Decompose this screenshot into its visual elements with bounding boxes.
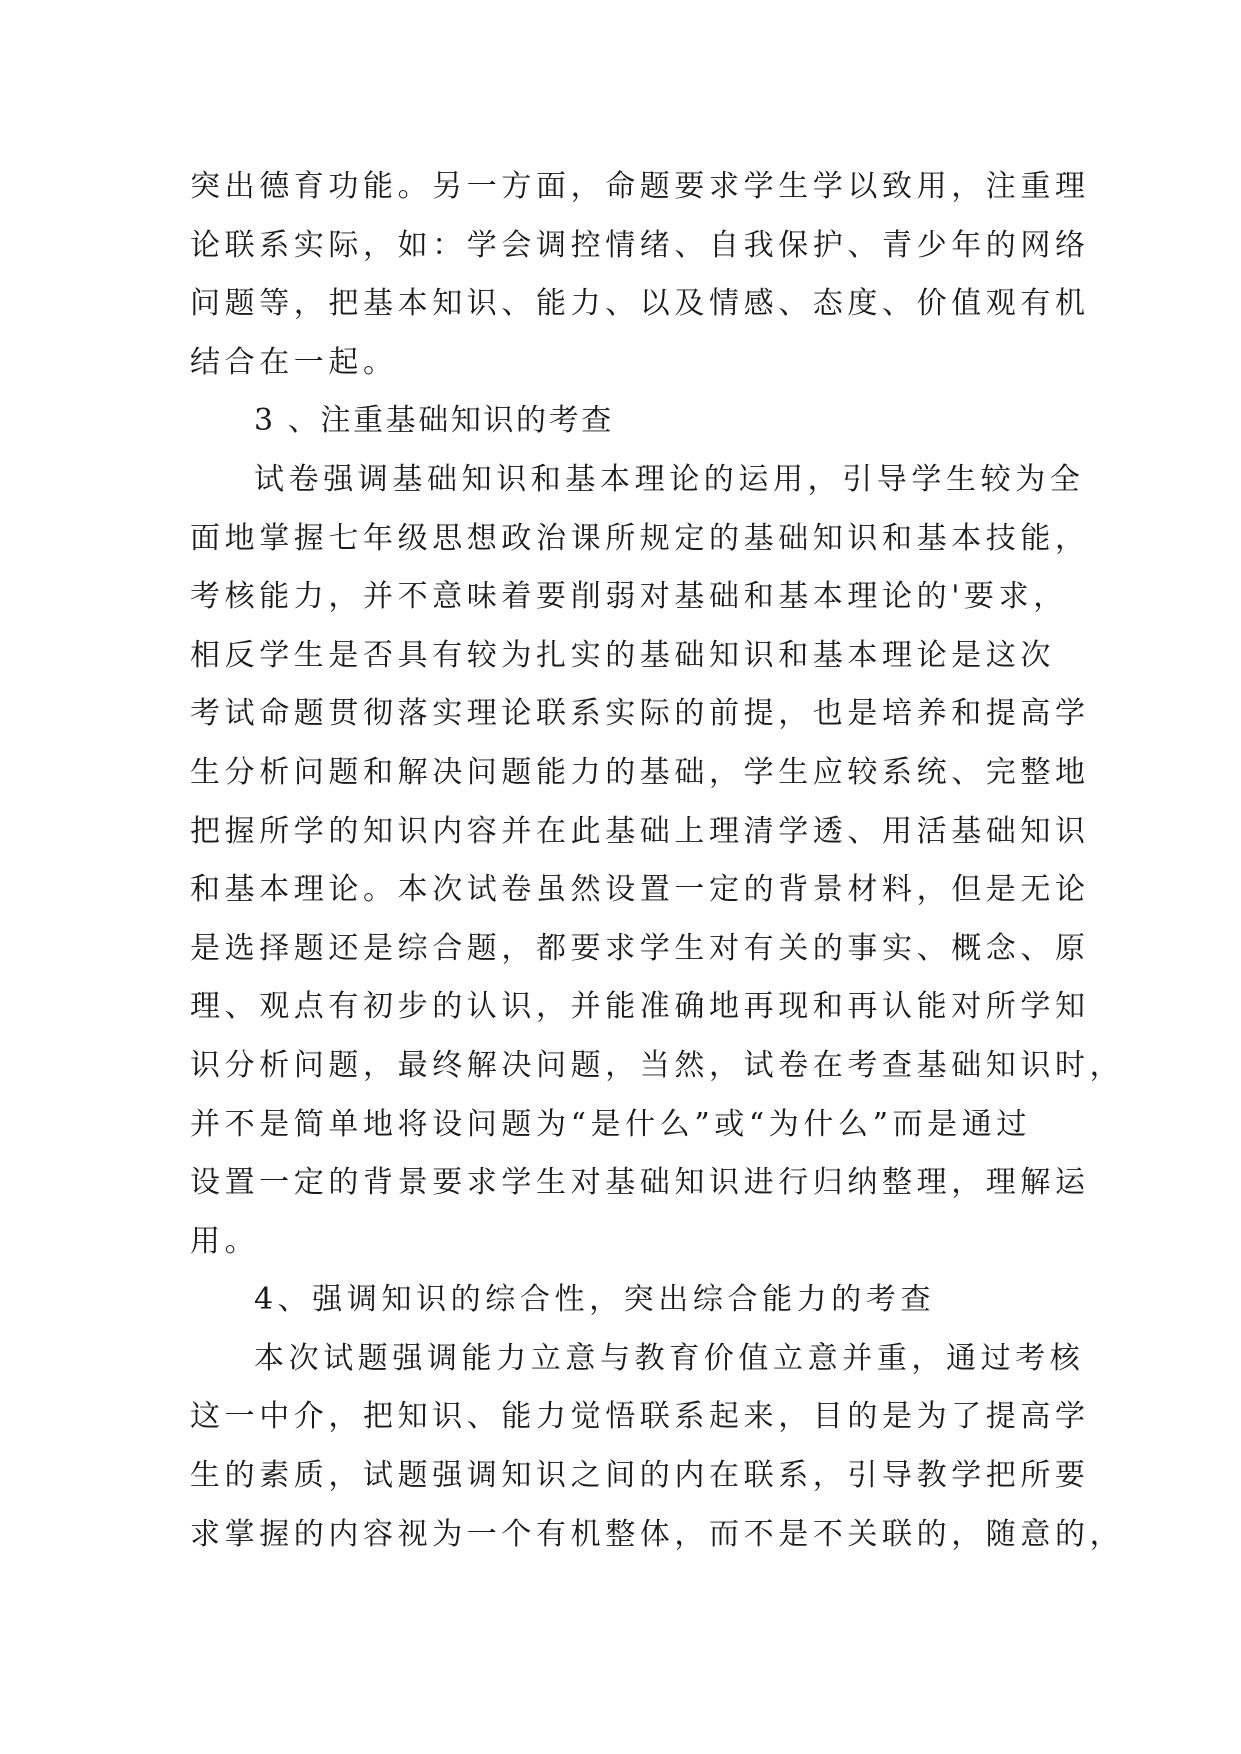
section-heading-4: 4、强调知识的综合性，突出综合能力的考查: [254, 1282, 936, 1318]
text-line: 试卷强调基础知识和基本理论的运用，引导学生较为全: [254, 461, 1085, 497]
text-line: 并不是简单地将设问题为“是什么”或“为什么”而是通过: [190, 1106, 1031, 1142]
text-line: 论联系实际，如：学会调控情绪、自我保护、青少年的网络: [190, 227, 1090, 263]
text-line: 突出德育功能。另一方面，命题要求学生学以致用，注重理: [190, 169, 1090, 204]
text-line: 面地掌握七年级思想政治课所规定的基础知识和基本技能，: [190, 520, 1090, 556]
text-line: 相反学生是否具有较为扎实的基础知识和基本理论是这次: [190, 637, 1055, 673]
text-line: 这一中介，把知识、能力觉悟联系起来，目的是为了提高学: [190, 1399, 1090, 1435]
text-line: 结合在一起。: [190, 344, 398, 380]
text-line: 生的素质，试题强调知识之间的内在联系，引导教学把所要: [190, 1458, 1090, 1494]
text-line: 用。: [190, 1223, 260, 1259]
text-line: 是选择题还是综合题，都要求学生对有关的事实、概念、原: [190, 930, 1090, 966]
text-line: 把握所学的知识内容并在此基础上理清学透、用活基础知识: [190, 813, 1090, 849]
text-line: 问题等，把基本知识、能力、以及情感、态度、价值观有机: [190, 286, 1090, 322]
text-line: 识分析问题，最终解决问题，当然，试卷在考查基础知识时，: [190, 1047, 1125, 1083]
text-line: 和基本理论。本次试卷虽然设置一定的背景材料，但是无论: [190, 872, 1090, 908]
text-line: 生分析问题和解决问题能力的基础，学生应较系统、完整地: [190, 754, 1090, 790]
section-heading-3: 3 、注重基础知识的考查: [254, 403, 614, 439]
text-line: 考试命题贯彻落实理论联系实际的前提，也是培养和提高学: [190, 696, 1090, 732]
text-line: 考核能力，并不意味着要削弱对基础和基本理论的'要求，: [190, 579, 1068, 615]
text-line: 设置一定的背景要求学生对基础知识进行归纳整理，理解运: [190, 1165, 1090, 1201]
text-line: 理、观点有初步的认识，并能准确地再现和再认能对所学知: [190, 989, 1090, 1025]
body-text: [190, 158, 1125, 1564]
text-line: 本次试题强调能力立意与教育价值立意并重，通过考核: [254, 1340, 1085, 1376]
text-line: 求掌握的内容视为一个有机整体，而不是不关联的，随意的，: [190, 1516, 1125, 1552]
